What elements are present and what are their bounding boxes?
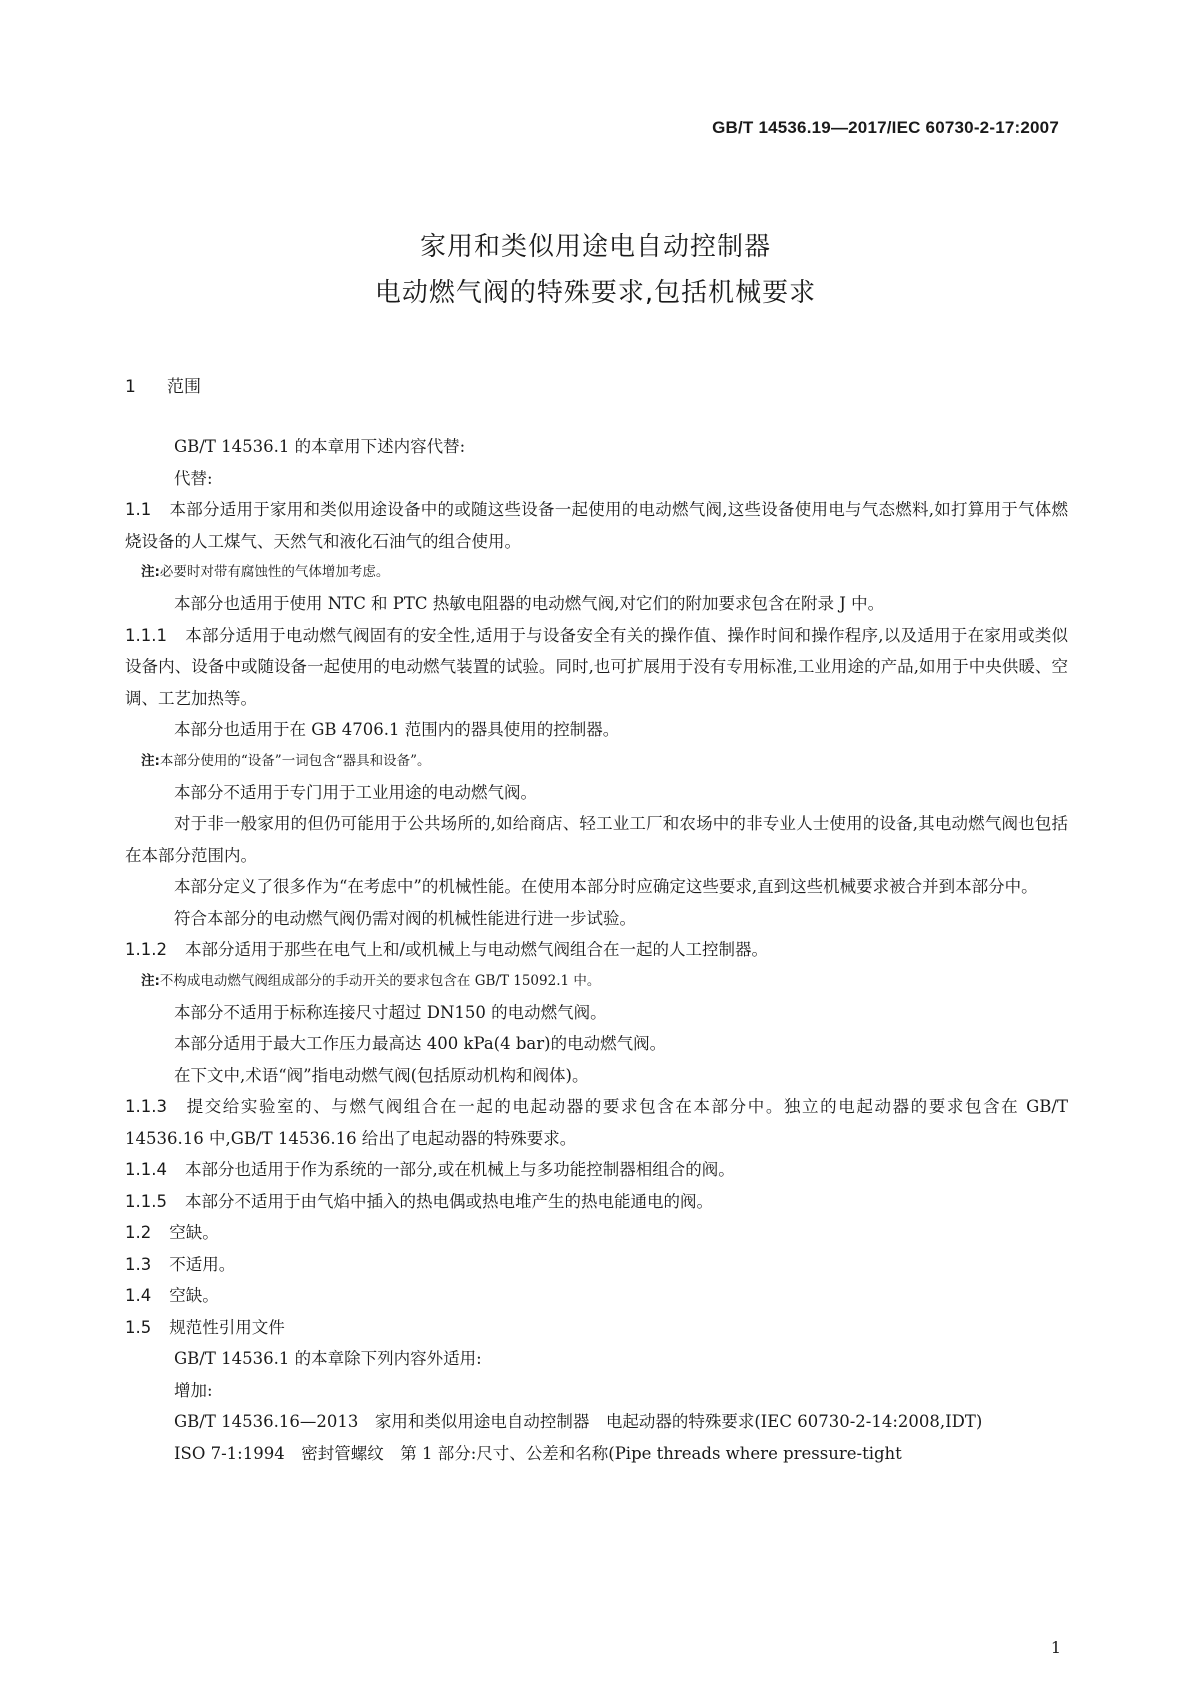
paragraph-under-consideration: 本部分定义了很多作为“在考虑中”的机械性能。在使用本部分时应确定这些要求,直到这些机械要求被合并到本部分中。 — [174, 877, 1038, 896]
note-equipment-term — [125, 746, 1068, 777]
note-text: 本部分使用的“设备”一词包含“器具和设备”。 — [159, 752, 431, 769]
document-body — [125, 431, 1068, 1469]
clause-1-1-3 — [125, 1091, 1068, 1154]
clause-1-5 — [125, 1312, 1068, 1344]
clause-number: 1.1.2 — [125, 940, 167, 959]
paragraph-public-places: 对于非一般家用的但仍可能用于公共场所的,如给商店、轻工业工厂和农场中的非专业人士使用的设备,其电动燃气阀也包括在本部分范围内。 — [125, 814, 1068, 865]
clause-1-3 — [125, 1249, 1068, 1281]
clause-text: 本部分适用于电动燃气阀固有的安全性,适用于与设备安全有关的操作值、操作时间和操作程序,以及适用于在家用或类似设备内、设备中或随设备一起使用的电动燃气装置的试验。同时,也可扩展用于没有专用标准,工业用途的产品,如用于中央供暖、空调、工艺加热等。 — [125, 625, 1068, 708]
clause-text: 本部分适用于家用和类似用途设备中的或随这些设备一起使用的电动燃气阀,这些设备使用电与气态燃料,如打算用于气体燃烧设备的人工煤气、天然气和液化石油气的组合使用。 — [125, 500, 1068, 551]
paragraph-industrial: 本部分不适用于专门用于工业用途的电动燃气阀。 — [174, 782, 537, 802]
clause-number: 1.1.4 — [125, 1160, 167, 1179]
page-number: 1 — [1050, 1638, 1061, 1657]
clause-text: 规范性引用文件 — [169, 1317, 285, 1337]
note-label: 注: — [141, 972, 160, 989]
paragraph-max-pressure: 本部分适用于最大工作压力最高达 400 kPa(4 bar)的电动燃气阀。 — [174, 1034, 667, 1053]
clause-number: 1.1 — [125, 500, 152, 519]
clause-text: 空缺。 — [169, 1223, 219, 1242]
clause-text: 本部分也适用于作为系统的一部分,或在机械上与多功能控制器相组合的阀。 — [184, 1160, 735, 1179]
paragraph-dn150: 本部分不适用于标称连接尺寸超过 DN150 的电动燃气阀。 — [174, 1002, 607, 1022]
clause-number: 1.5 — [125, 1317, 152, 1337]
clause-text: 本部分适用于那些在电气上和/或机械上与电动燃气阀组合在一起的人工控制器。 — [184, 940, 769, 959]
clause-number: 1.2 — [125, 1223, 152, 1242]
paragraph-ref-intro: GB/T 14536.1 的本章除下列内容外适用: — [174, 1349, 482, 1368]
clause-1-1-2 — [125, 934, 1068, 966]
clause-1-1 — [125, 494, 1068, 557]
clause-1-1-4 — [125, 1154, 1068, 1186]
note-label: 注: — [141, 752, 160, 769]
clause-number: 1.1.3 — [125, 1097, 167, 1116]
reference-gb-14536-16: GB/T 14536.16—2013 家用和类似用途电自动控制器 电起动器的特殊要求(IEC 60730-2-14:2008,IDT) — [174, 1412, 983, 1431]
clause-1-4 — [125, 1280, 1068, 1312]
clause-1-1-1 — [125, 620, 1068, 715]
document-title — [0, 224, 1191, 316]
title-line-2: 电动燃气阀的特殊要求,包括机械要求 — [374, 278, 817, 308]
section-label: 范围 — [167, 377, 201, 397]
note-corrosive-gas — [125, 557, 1068, 588]
clause-1-2 — [125, 1217, 1068, 1249]
paragraph-replace-intro: GB/T 14536.1 的本章用下述内容代替: — [174, 437, 466, 456]
paragraph-ntc-ptc: 本部分也适用于使用 NTC 和 PTC 热敏电阻器的电动燃气阀,对它们的附加要求包含在附录 J 中。 — [174, 594, 885, 613]
paragraph-gb4706: 本部分也适用于在 GB 4706.1 范围内的器具使用的控制器。 — [174, 720, 620, 739]
reference-iso-7-1: ISO 7-1:1994 密封管螺纹 第 1 部分:尺寸、公差和名称(Pipe threads where pressure-tight — [174, 1443, 902, 1463]
section-heading-scope — [125, 372, 201, 397]
clause-number: 1.3 — [125, 1254, 152, 1274]
paragraph-further-test: 符合本部分的电动燃气阀仍需对阀的机械性能进行进一步试验。 — [174, 908, 636, 928]
clause-text: 提交给实验室的、与燃气阀组合在一起的电起动器的要求包含在本部分中。独立的电起动器的要求包含在 GB/T 14536.16 中,GB/T 14536.16 给出了电起动器的特殊要求。 — [125, 1097, 1068, 1148]
paragraph-replace-label: 代替: — [174, 468, 213, 488]
clause-1-1-5 — [125, 1186, 1068, 1218]
document-header-id: GB/T 14536.19—2017/IEC 60730-2-17:2007 — [712, 118, 1059, 137]
note-label: 注: — [141, 564, 160, 580]
note-text: 不构成电动燃气阀组成部分的手动开关的要求包含在 GB/T 15092.1 中。 — [159, 972, 601, 989]
clause-text: 空缺。 — [169, 1286, 219, 1305]
clause-text: 本部分不适用于由气焰中插入的热电偶或热电堆产生的热电能通电的阀。 — [184, 1191, 713, 1211]
paragraph-add-label: 增加: — [174, 1380, 213, 1400]
clause-number: 1.1.1 — [125, 625, 167, 645]
section-number: 1 — [125, 377, 136, 397]
clause-text: 不适用。 — [169, 1254, 236, 1274]
clause-number: 1.4 — [125, 1286, 152, 1305]
clause-number: 1.1.5 — [125, 1191, 167, 1211]
note-text: 必要时对带有腐蚀性的气体增加考虑。 — [159, 564, 390, 580]
paragraph-term-valve: 在下文中,术语“阀”指电动燃气阀(包括原动机构和阀体)。 — [174, 1065, 589, 1085]
note-manual-switch — [125, 966, 1068, 997]
title-line-1: 家用和类似用途电自动控制器 — [419, 232, 771, 262]
